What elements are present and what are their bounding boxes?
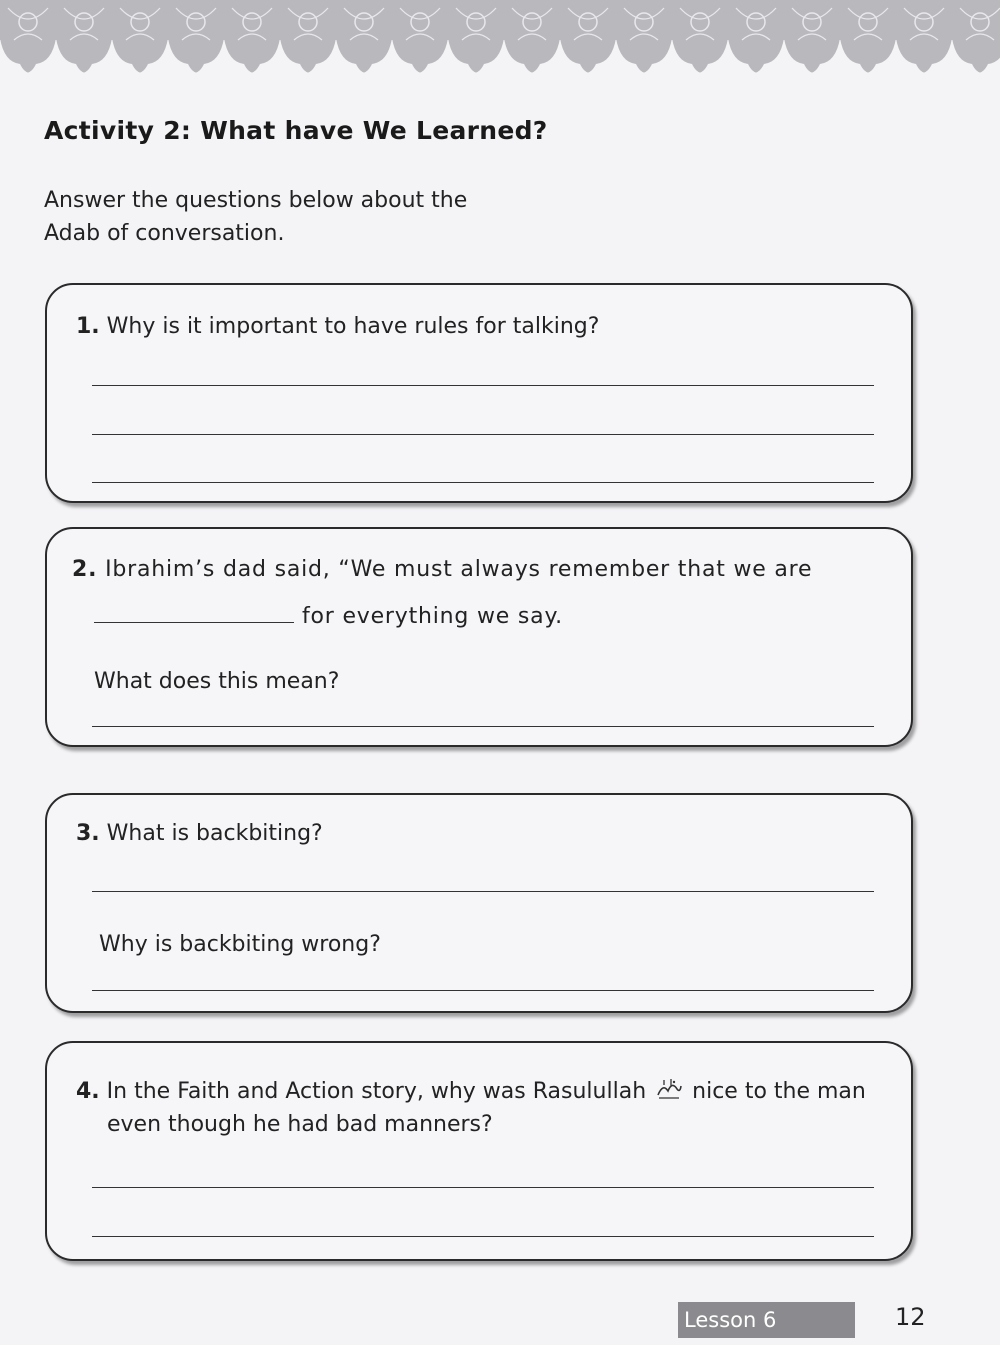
banner-dot xyxy=(978,68,983,73)
banner-dot xyxy=(474,68,479,73)
fill-in-blank[interactable] xyxy=(94,600,294,623)
banner-scallop xyxy=(728,38,784,72)
answer-line[interactable] xyxy=(92,385,874,386)
banner-dot xyxy=(250,68,255,73)
banner-scallop xyxy=(616,38,672,72)
banner-scallop xyxy=(560,38,616,72)
question-2-text-line2 xyxy=(94,600,563,633)
question-text-line1: In the Faith and Action story, why was Rasulullah xyxy=(106,1079,647,1104)
banner-scallop xyxy=(392,38,448,72)
banner-dot xyxy=(810,68,815,73)
answer-line[interactable] xyxy=(92,1236,874,1237)
question-4-text xyxy=(76,1076,866,1108)
banner-dot xyxy=(922,68,927,73)
banner-scallop xyxy=(112,38,168,72)
page-number: 12 xyxy=(895,1303,926,1331)
question-box-4 xyxy=(45,1041,913,1261)
question-3-followup: Why is backbiting wrong? xyxy=(99,932,381,957)
banner-dot xyxy=(194,68,199,73)
banner-scallop xyxy=(784,38,840,72)
banner-dot xyxy=(418,68,423,73)
answer-line[interactable] xyxy=(92,891,874,892)
question-4-text-line2: even though he had bad manners? xyxy=(107,1112,493,1137)
banner-dot xyxy=(754,68,759,73)
banner-scallop xyxy=(280,38,336,72)
banner-scallop xyxy=(672,38,728,72)
banner-dot xyxy=(698,68,703,73)
banner-scallop xyxy=(952,38,1000,72)
lesson-label: Lesson 6 xyxy=(678,1302,855,1338)
banner-dot xyxy=(586,68,591,73)
answer-line[interactable] xyxy=(92,434,874,435)
question-number: 4. xyxy=(76,1079,100,1104)
banner-scallop xyxy=(504,38,560,72)
banner-scallop xyxy=(896,38,952,72)
banner-dot xyxy=(26,68,31,73)
ornamental-header-banner xyxy=(0,0,1000,90)
question-number: 1. xyxy=(76,314,100,339)
answer-line[interactable] xyxy=(92,1187,874,1188)
question-text: Why is it important to have rules for talking? xyxy=(106,314,600,339)
banner-dot xyxy=(82,68,87,73)
banner-scallop xyxy=(336,38,392,72)
banner-dot xyxy=(642,68,647,73)
banner-dot xyxy=(362,68,367,73)
banner-dot xyxy=(306,68,311,73)
answer-line[interactable] xyxy=(92,726,874,727)
banner-dot xyxy=(866,68,871,73)
banner-scallop xyxy=(168,38,224,72)
question-text-line1-end: nice to the man xyxy=(692,1079,866,1104)
question-text: What is backbiting? xyxy=(106,821,323,846)
question-1-text xyxy=(76,311,599,343)
question-2-text xyxy=(72,554,812,586)
question-text-line2: for everything we say. xyxy=(302,604,563,629)
question-text-line1: Ibrahim’s dad said, “We must always remember that we are xyxy=(105,557,813,582)
banner-scallop xyxy=(840,38,896,72)
salawat-calligraphy-icon xyxy=(655,1077,683,1101)
question-number: 3. xyxy=(76,821,100,846)
activity-intro: Answer the questions below about the Adab of conversation. xyxy=(44,188,468,246)
question-2-followup: What does this mean? xyxy=(94,669,340,694)
answer-line[interactable] xyxy=(92,482,874,483)
banner-dot xyxy=(530,68,535,73)
activity-title: Activity 2: What have We Learned? xyxy=(44,116,548,145)
banner-scallop xyxy=(448,38,504,72)
banner-dot xyxy=(138,68,143,73)
banner-scallop xyxy=(56,38,112,72)
banner-scallop xyxy=(224,38,280,72)
banner-scallop xyxy=(0,38,56,72)
question-number: 2. xyxy=(72,557,98,582)
answer-line[interactable] xyxy=(92,990,874,991)
question-3-text xyxy=(76,818,323,850)
